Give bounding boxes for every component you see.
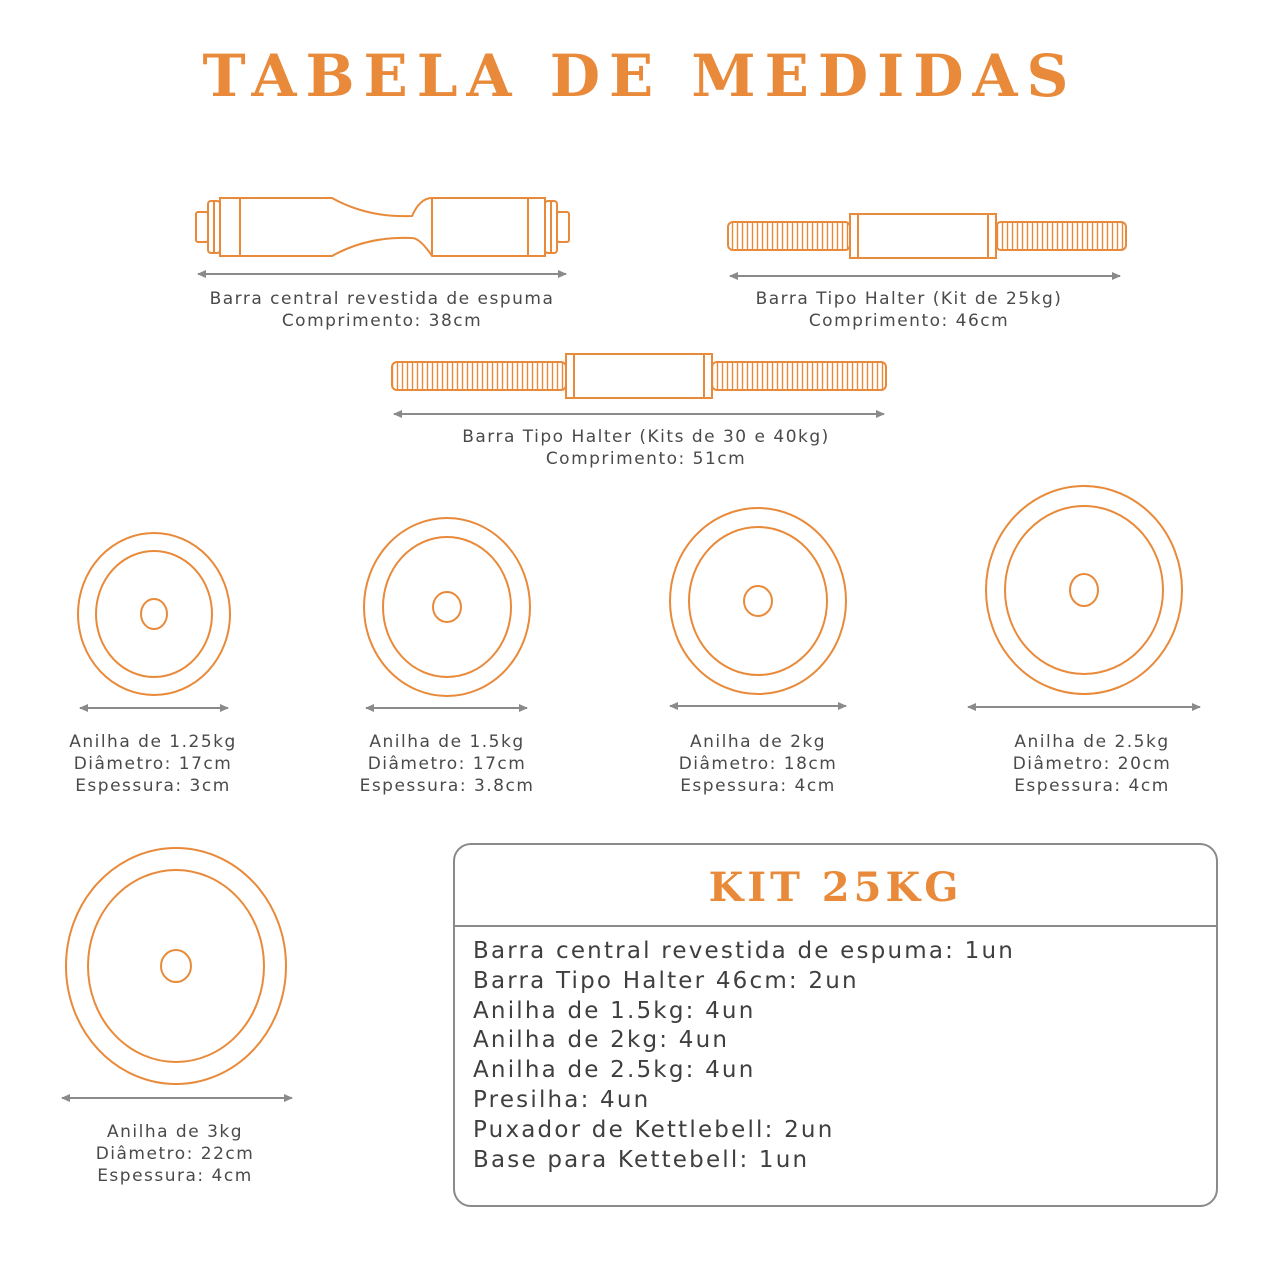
plate-3kg-diameter: Diâmetro: 22cm (95, 1144, 255, 1164)
dumbbell-bar-51cm-length: Comprimento: 51cm (545, 449, 747, 469)
kit-item: Barra Tipo Halter 46cm: 2un (473, 967, 859, 994)
foam-bar-name: Barra central revestida de espuma (209, 289, 555, 309)
plate-2kg-caption (648, 731, 868, 797)
kit-item: Anilha de 2kg: 4un (473, 1027, 730, 1054)
plate-1-25kg-diameter: Diâmetro: 17cm (73, 754, 233, 774)
plate-2kg-illustration (670, 508, 846, 694)
kit-item: Puxador de Kettlebell: 2un (473, 1116, 835, 1143)
plate-3kg-thickness: Espessura: 4cm (97, 1166, 253, 1186)
plate-2kg-diameter: Diâmetro: 18cm (678, 754, 838, 774)
plate-2-5kg-caption (982, 731, 1202, 797)
plate-2kg-thickness: Espessura: 4cm (680, 776, 836, 796)
plate-2-5kg-thickness: Espessura: 4cm (1014, 776, 1170, 796)
dumbbell-bar-51cm-name: Barra Tipo Halter (Kits de 30 e 40kg) (462, 427, 830, 447)
dumbbell-bar-46cm-length: Comprimento: 46cm (808, 311, 1010, 331)
plate-2-5kg-illustration (986, 486, 1182, 694)
foam-bar-illustration (196, 198, 569, 256)
kit-items-list (455, 927, 1216, 1175)
plate-3kg-caption (65, 1121, 285, 1187)
kit-item: Base para Kettebell: 1un (473, 1146, 810, 1173)
foam-bar-length: Comprimento: 38cm (281, 311, 483, 331)
plate-2kg-name: Anilha de 2kg (689, 732, 827, 752)
dumbbell-bar-46cm-name: Barra Tipo Halter (Kit de 25kg) (755, 289, 1063, 309)
kit-item: Barra central revestida de espuma: 1un (473, 938, 1016, 964)
plate-1-5kg-illustration (364, 518, 530, 696)
kit-item: Anilha de 1.5kg: 4un (473, 997, 756, 1024)
kit-item: Presilha: 4un (473, 1086, 651, 1113)
plate-1-5kg-thickness: Espessura: 3.8cm (359, 776, 535, 796)
dumbbell-bar-46cm-illustration (728, 214, 1126, 258)
dumbbell-bar-51cm-illustration (392, 354, 886, 398)
kit-item: Anilha de 2.5kg: 4un (473, 1057, 756, 1084)
plate-3kg-illustration (66, 848, 286, 1084)
dumbbell-bar-51cm-caption (416, 426, 876, 470)
dumbbell-bar-46cm-caption (704, 288, 1114, 332)
plate-1-25kg-thickness: Espessura: 3cm (75, 776, 231, 796)
plate-3kg-name: Anilha de 3kg (106, 1122, 244, 1142)
kit-title: KIT 25KG (455, 845, 1216, 927)
plate-2-5kg-diameter: Diâmetro: 20cm (1012, 754, 1172, 774)
plate-2-5kg-name: Anilha de 2.5kg (1014, 732, 1170, 752)
page-title: TABELA DE MEDIDAS (202, 42, 1078, 110)
plate-1-5kg-diameter: Diâmetro: 17cm (367, 754, 527, 774)
plate-1-25kg-illustration (78, 533, 230, 695)
kit-25kg-box (453, 843, 1218, 1207)
plate-1-25kg-caption (43, 731, 263, 797)
plate-1-5kg-name: Anilha de 1.5kg (369, 732, 525, 752)
plate-1-5kg-caption (337, 731, 557, 797)
foam-bar-caption (182, 288, 582, 332)
plate-1-25kg-name: Anilha de 1.25kg (69, 732, 237, 752)
